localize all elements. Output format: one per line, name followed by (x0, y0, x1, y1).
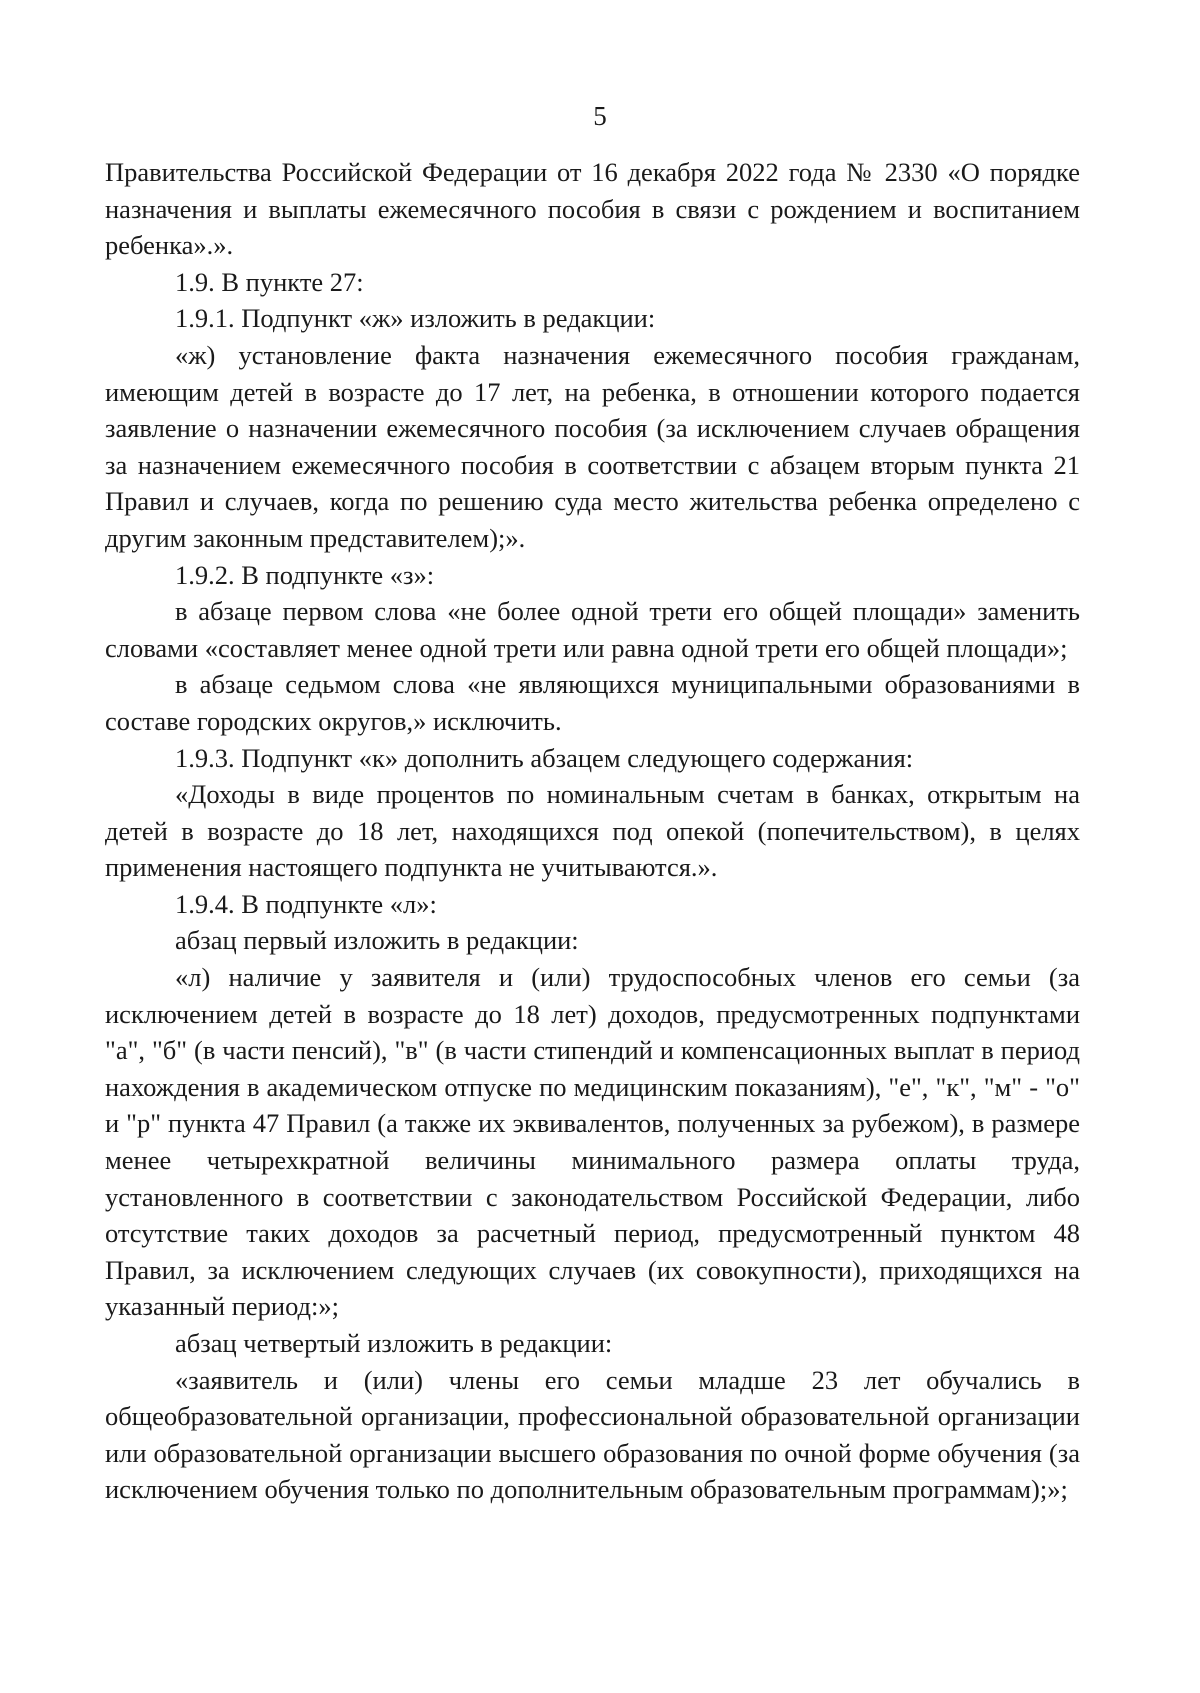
paragraph-zh-text: «ж) установление факта назначения ежемесячного пособия гражданам, имеющим детей в возрасте до 17 лет, на ребенка, в отношении которого подается заявление о назначении ежемесячного пособия (за исключением случаев обращения за назначением ежемесячного пособия в соответствии с абзацем вторым пункта 21 Правил и случаев, когда по решению суда место жительства ребенка определено с другим законным представителем);». (105, 339, 1080, 553)
paragraph-1-9: 1.9. В пункте 27: (175, 266, 364, 297)
paragraph-first-abzac-l: абзац первый изложить в редакции: (175, 925, 579, 956)
paragraph-first-abzac: в абзаце первом слова «не более одной трети его общей площади» заменить словами «составляет менее одной трети или равна одной трети его общей площади»; (105, 596, 1080, 663)
paragraph-income-interest: «Доходы в виде процентов по номинальным счетам в банках, открытым на детей в возрасте до 18 лет, находящихся под опекой (попечительством), в целях применения настоящего подпункта не учитываются.». (105, 779, 1080, 883)
paragraph-1-9-4: 1.9.4. В подпункте «л»: (175, 888, 437, 919)
paragraph-education-text: «заявитель и (или) члены его семьи младше 23 лет обучались в общеобразовательной организации, профессиональной образовательной организации или образовательной организации высшего образования по очной форме обучения (за исключением обучения только по дополнительным образовательным программам);»; (105, 1364, 1080, 1505)
paragraph-continuation: Правительства Российской Федерации от 16 декабря 2022 года № 2330 «О порядке назначения и выплаты ежемесячного пособия в связи с рождением и воспитанием ребенка».». (105, 157, 1080, 261)
paragraph-l-text: «л) наличие у заявителя и (или) трудоспособных членов его семьи (за исключением детей в возрасте до 18 лет) доходов, предусмотренных подпунктами "а", "б" (в части пенсий), "в" (в части стипендий и компенсационных выплат в период нахождения в академическом отпуске по медицинским показаниям), "е", "к", "м" - "о" и "р" пункта 47 Правил (а также их эквивалентов, полученных за рубежом), в размере менее четырехкратной величины минимального размера оплаты труда, установленного в соответствии с законодательством Российской Федерации, либо отсутствие таких доходов за расчетный период, предусмотренный пунктом 48 Правил, за исключением следующих случаев (их совокупности), приходящихся на указанный период:»; (105, 962, 1080, 1322)
document-body (105, 154, 1080, 1508)
paragraph-seventh-abzac: в абзаце седьмом слова «не являющихся муниципальными образованиями в составе городских округов,» исключить. (105, 669, 1080, 736)
paragraph-1-9-1: 1.9.1. Подпункт «ж» изложить в редакции: (175, 303, 656, 334)
paragraph-1-9-2: 1.9.2. В подпункте «з»: (175, 559, 435, 590)
paragraph-1-9-3: 1.9.3. Подпункт «к» дополнить абзацем следующего содержания: (175, 742, 914, 773)
paragraph-fourth-abzac: абзац четвертый изложить в редакции: (175, 1328, 613, 1358)
page-number: 5 (593, 101, 607, 131)
